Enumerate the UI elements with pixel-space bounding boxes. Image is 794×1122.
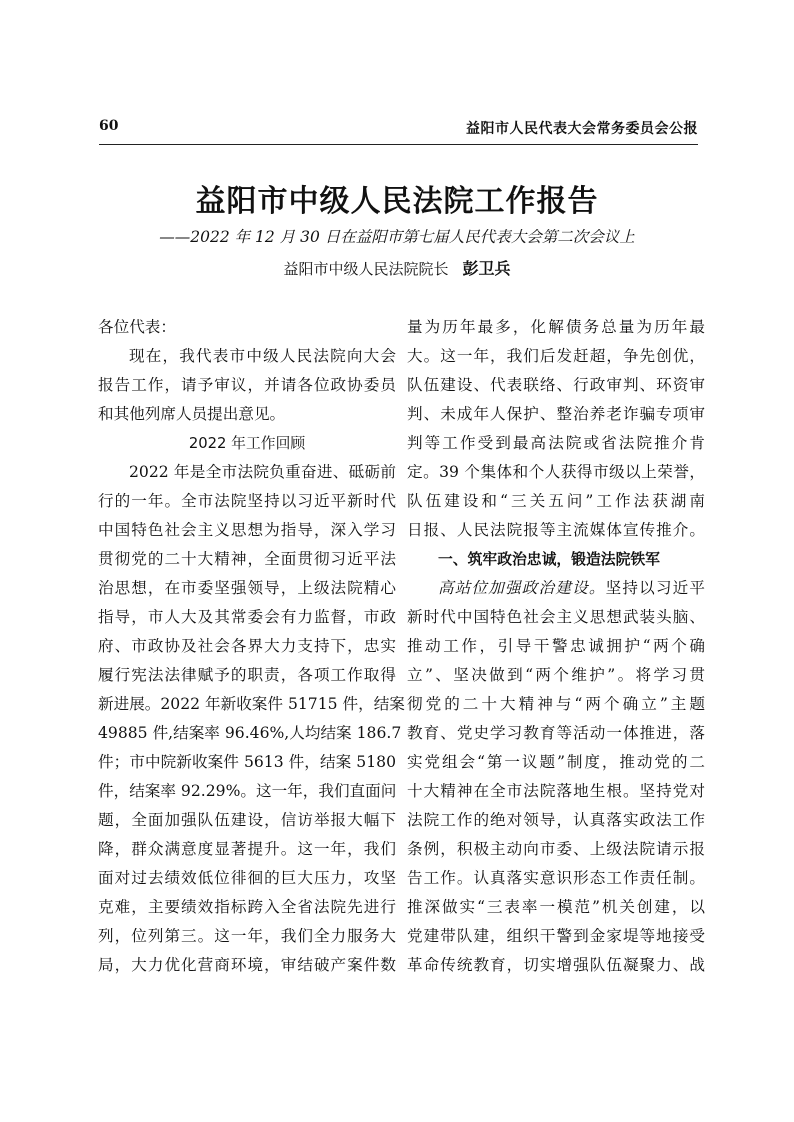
section-heading: 一、筑牢政治忠诚，锻造法院铁军: [438, 551, 660, 568]
body-line: 党建带队建，组织干警到金家堤等地接受: [407, 927, 705, 945]
body-line: 判等工作受到最高法院或省法院推介肯: [407, 434, 705, 452]
body-line: 中国特色社会主义思想为指导，深入学习: [98, 521, 396, 539]
body-line: 量为历年最多，化解债务总量为历年最: [407, 318, 705, 336]
author-name: 彭卫兵: [462, 259, 511, 278]
page-number: 60: [99, 118, 119, 134]
body-line: 条例，积极主动向市委、上级法院请示报: [407, 840, 705, 858]
body-line: 法院工作的绝对领导，认真落实政法工作: [407, 811, 705, 829]
body-line: 教育、党史学习教育等活动一体推进，落: [407, 724, 705, 742]
author-position: 益阳市中级人民法院院长: [283, 260, 449, 278]
body-line: 府、市政协及社会各界大力支持下，忠实: [98, 637, 396, 655]
body-line: 局，大力优化营商环境，审结破产案件数: [98, 956, 396, 974]
journal-name: 益阳市人民代表大会常务委员会公报: [466, 121, 698, 137]
right-column: [407, 313, 705, 980]
body-line: 判、未成年人保护、整治养老诈骗专项审: [407, 405, 705, 423]
body-line: 行的一年。全市法院坚持以习近平新时代: [98, 492, 396, 510]
body-line: 报告工作，请予审议，并请各位政协委员: [98, 376, 396, 394]
page-header: [99, 112, 698, 145]
body-line: 推动工作，引导干警忠诚拥护“两个确: [407, 637, 705, 655]
body-line: 实党组会“第一议题”制度，推动党的二: [407, 753, 705, 771]
body-line: 现在，我代表市中级人民法院向大会: [129, 347, 396, 365]
salutation: 各位代表：: [98, 318, 176, 336]
paragraph-lead: 高站位加强政治建设。: [438, 579, 606, 597]
report-subtitle: ——2022 年 12 月 30 日在益阳市第七届人民代表大会第二次会议上: [159, 228, 635, 246]
body-line: 和其他列席人员提出意见。: [98, 405, 286, 423]
body-line-with-lead: [407, 574, 705, 603]
body-line: 立”、坚决做到“两个维护”。将学习贯: [407, 666, 705, 684]
body-line: 告工作。认真落实意识形态工作责任制。: [407, 869, 705, 887]
body-line: 件，结案率 92.29%。这一年，我们直面问: [98, 782, 397, 800]
body-line: 贯彻党的二十大精神，全面贯彻习近平法: [98, 550, 396, 568]
body-line: 大。这一年，我们后发赶超，争先创优，: [407, 347, 705, 365]
body-line: 题，全面加强队伍建设，信访举报大幅下: [98, 811, 396, 829]
paragraph-text: 坚持以习近平: [605, 579, 705, 597]
body-line: 降，群众满意度显著提升。这一年，我们: [98, 840, 396, 858]
body-line: 革命传统教育，切实增强队伍凝聚力、战: [407, 956, 705, 974]
body-line: 彻党的二十大精神与“两个确立”主题: [407, 695, 705, 713]
body-line: 新进展。2022 年新收案件 51715 件，结案: [98, 695, 405, 713]
body-line: 推深做实“三表率一模范”机关创建，以: [407, 898, 705, 916]
report-title: 益阳市中级人民法院工作报告: [195, 184, 599, 219]
body-line: 列，位列第三。这一年，我们全力服务大: [98, 927, 396, 945]
body-line: 49885 件,结案率 96.46%,人均结案 186.7: [98, 724, 402, 742]
body-line: 件；市中院新收案件 5613 件，结案 5180: [98, 753, 396, 771]
body-line: 履行宪法法律赋予的职责，各项工作取得: [98, 666, 396, 684]
section-heading: 2022 年工作回顾: [188, 435, 306, 452]
body-line: 队伍建设和“三关五问”工作法获湖南: [407, 492, 705, 510]
body-line: 十大精神在全市法院落地生根。坚持党对: [407, 782, 705, 800]
body-line: 定。39 个集体和个人获得市级以上荣誉，: [407, 463, 705, 481]
left-column: [98, 313, 405, 980]
body-line: 队伍建设、代表联络、行政审判、环资审: [407, 376, 705, 394]
body-line: 2022 年是全市法院负重奋进、砥砺前: [129, 463, 396, 481]
body-line: 日报、人民法院报等主流媒体宣传推介。: [407, 521, 705, 539]
author-line: [0, 256, 794, 279]
body-line: 指导，市人大及其常委会有力监督，市政: [98, 608, 396, 626]
body-line: 治思想，在市委坚强领导，上级法院精心: [98, 579, 396, 597]
body-line: 新时代中国特色社会主义思想武装头脑、: [407, 608, 705, 626]
body-line: 面对过去绩效低位徘徊的巨大压力，攻坚: [98, 869, 396, 887]
body-line: 克难，主要绩效指标跨入全省法院先进行: [98, 898, 396, 916]
